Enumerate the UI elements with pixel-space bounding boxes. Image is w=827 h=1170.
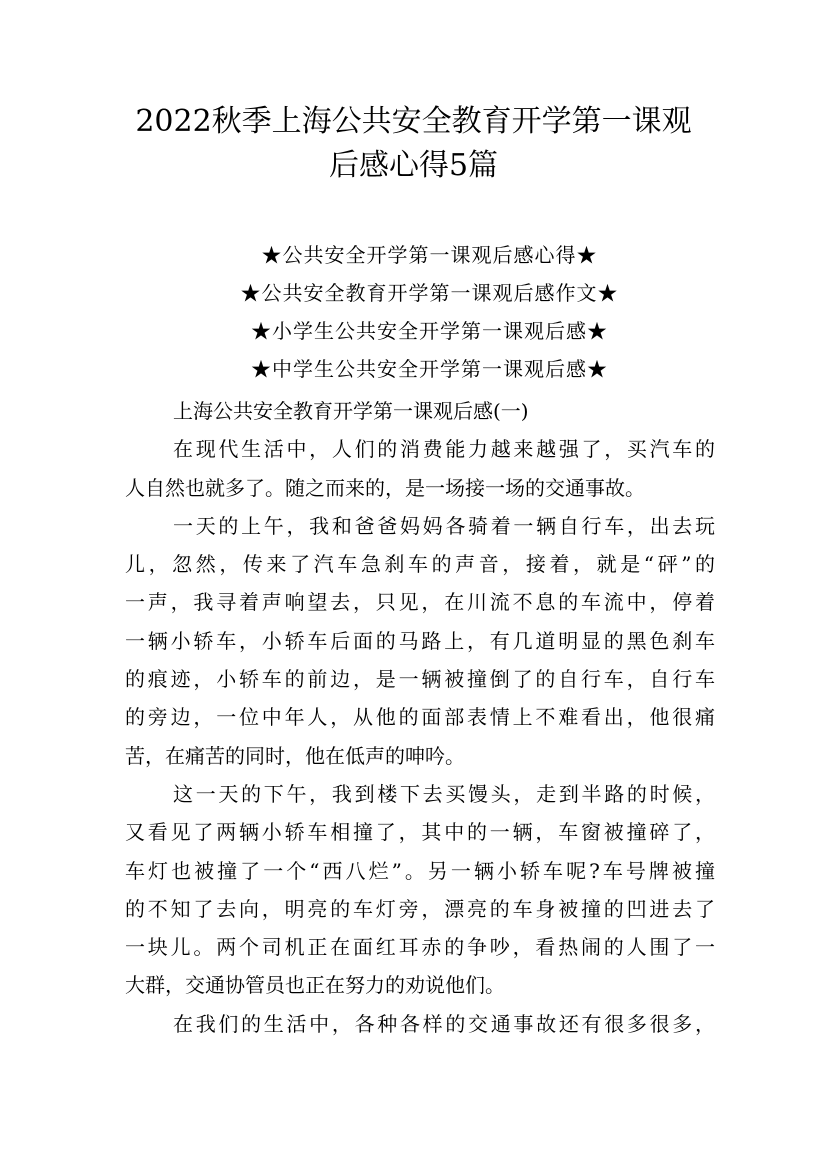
- text-line: 在我们的生活中，各种各样的交通事故还有很多很多，: [173, 1011, 715, 1036]
- text-line: 儿，忽然，传来了汽车急刹车的声音，接着，就是“砰”的: [125, 552, 715, 577]
- text-line: 苦，在痛苦的同时，他在低声的呻吟。: [125, 743, 465, 768]
- toc-item: ★公共安全开学第一课观后感心得★: [261, 243, 598, 267]
- text-line: 车灯也被撞了一个“西八烂”。另一辆小轿车呢?车号牌被撞: [125, 858, 715, 883]
- toc-item: ★中学生公共安全开学第一课观后感★: [251, 357, 608, 381]
- text-line: 一辆小轿车，小轿车后面的马路上，有几道明显的黑色刹车: [125, 628, 715, 653]
- text-line: 人自然也就多了。随之而来的，是一场接一场的交通事故。: [125, 475, 645, 500]
- text-line: 在现代生活中，人们的消费能力越来越强了，买汽车的: [173, 437, 715, 462]
- text-line: 的痕迹，小轿车的前边，是一辆被撞倒了的自行车，自行车: [125, 667, 715, 692]
- title-line-1: 2022秋季上海公共安全教育开学第一课观: [135, 104, 692, 139]
- document-title: [0, 100, 827, 188]
- paragraph: [125, 430, 715, 507]
- text-line: 一块儿。两个司机正在面红耳赤的争吵，看热闹的人围了一: [125, 935, 715, 960]
- text-line: 一天的上午，我和爸爸妈妈各骑着一辆自行车，出去玩: [173, 513, 715, 538]
- text-line: 大群，交通协管员也正在努力的劝说他们。: [125, 973, 505, 998]
- toc-item: ★公共安全教育开学第一课观后感作文★: [240, 281, 619, 305]
- paragraph: [125, 1005, 715, 1043]
- table-of-contents: [0, 236, 827, 388]
- paragraph: [125, 775, 715, 1005]
- text-line: 一声，我寻着声响望去，只见，在川流不息的车流中，停着: [125, 590, 715, 615]
- paragraph: [125, 507, 715, 775]
- body-text: [125, 392, 715, 1043]
- section-heading: 上海公共安全教育开学第一课观后感(一): [173, 399, 529, 423]
- text-line: 的不知了去向，明亮的车灯旁，漂亮的车身被撞的凹进去了: [125, 896, 715, 921]
- toc-item: ★小学生公共安全开学第一课观后感★: [251, 319, 608, 343]
- text-line: 又看见了两辆小轿车相撞了，其中的一辆，车窗被撞碎了，: [125, 820, 715, 845]
- text-line: 的旁边，一位中年人，从他的面部表情上不难看出，他很痛: [125, 705, 715, 730]
- text-line: 这一天的下午，我到楼下去买馒头，走到半路的时候，: [173, 781, 715, 806]
- title-line-2: 后感心得5篇: [328, 148, 499, 183]
